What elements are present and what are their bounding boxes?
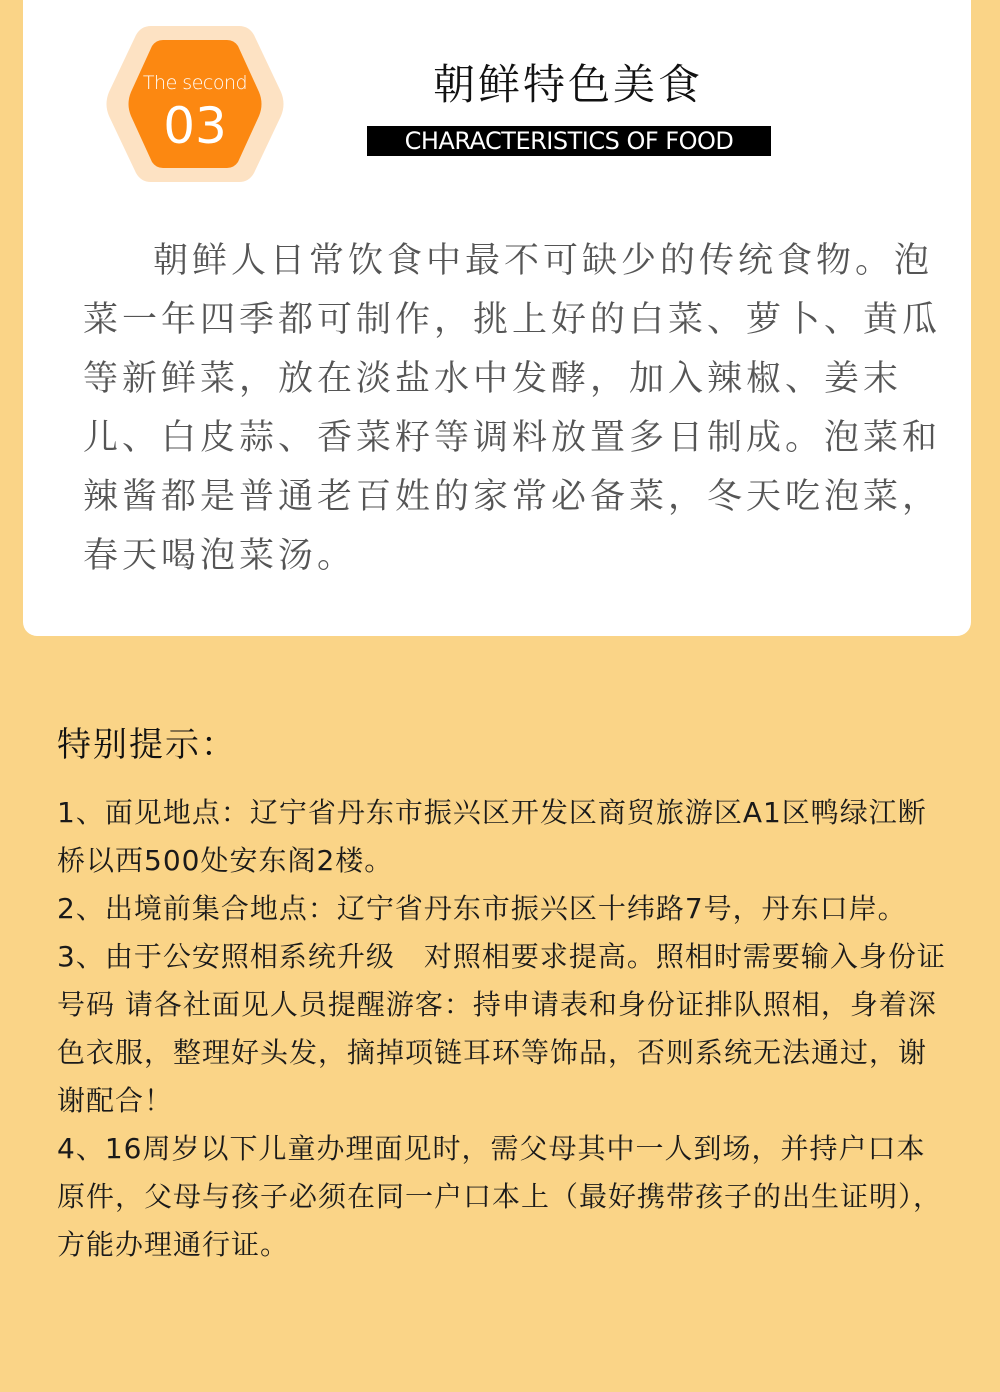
notice-item: 3、由于公安照相系统升级 对照相要求提高。照相时需要输入身份证号码 请各社面见人员提醒游客：持申请表和身份证排队照相，身着深色衣服，整理好头发，摘掉项链耳环等饰品，否则系统无法通过，谢谢配合！ xyxy=(57,940,946,1117)
notice-item: 2、出境前集合地点：辽宁省丹东市振兴区十纬路7号，丹东口岸。 xyxy=(57,892,907,925)
content-card xyxy=(23,0,971,636)
section-number-badge xyxy=(103,22,287,186)
notice-title: 特别提示： xyxy=(57,725,237,765)
section-title: 朝鲜特色美食 xyxy=(432,60,703,109)
notice-list xyxy=(57,789,947,1269)
badge-number: 03 xyxy=(163,97,227,155)
section-subtitle: CHARACTERISTICS OF FOOD xyxy=(367,126,771,156)
badge-subtitle: The second xyxy=(142,72,248,94)
notice-item: 4、16周岁以下儿童办理面见时，需父母其中一人到场，并持户口本原件，父母与孩子必须在同一户口本上（最好携带孩子的出生证明），方能办理通行证。 xyxy=(57,1132,943,1261)
intro-paragraph: 朝鲜人日常饮食中最不可缺少的传统食物。泡菜一年四季都可制作，挑上好的白菜、萝卜、黄瓜等新鲜菜，放在淡盐水中发酵，加入辣椒、姜末儿、白皮蒜、香菜籽等调料放置多日制成。泡菜和辣酱都是普通老百姓的家常必备菜，冬天吃泡菜，春天喝泡菜汤。 xyxy=(83,241,942,576)
notice-item: 1、面见地点：辽宁省丹东市振兴区开发区商贸旅游区A1区鸭绿江断桥以西500处安东阁2楼。 xyxy=(57,796,927,877)
